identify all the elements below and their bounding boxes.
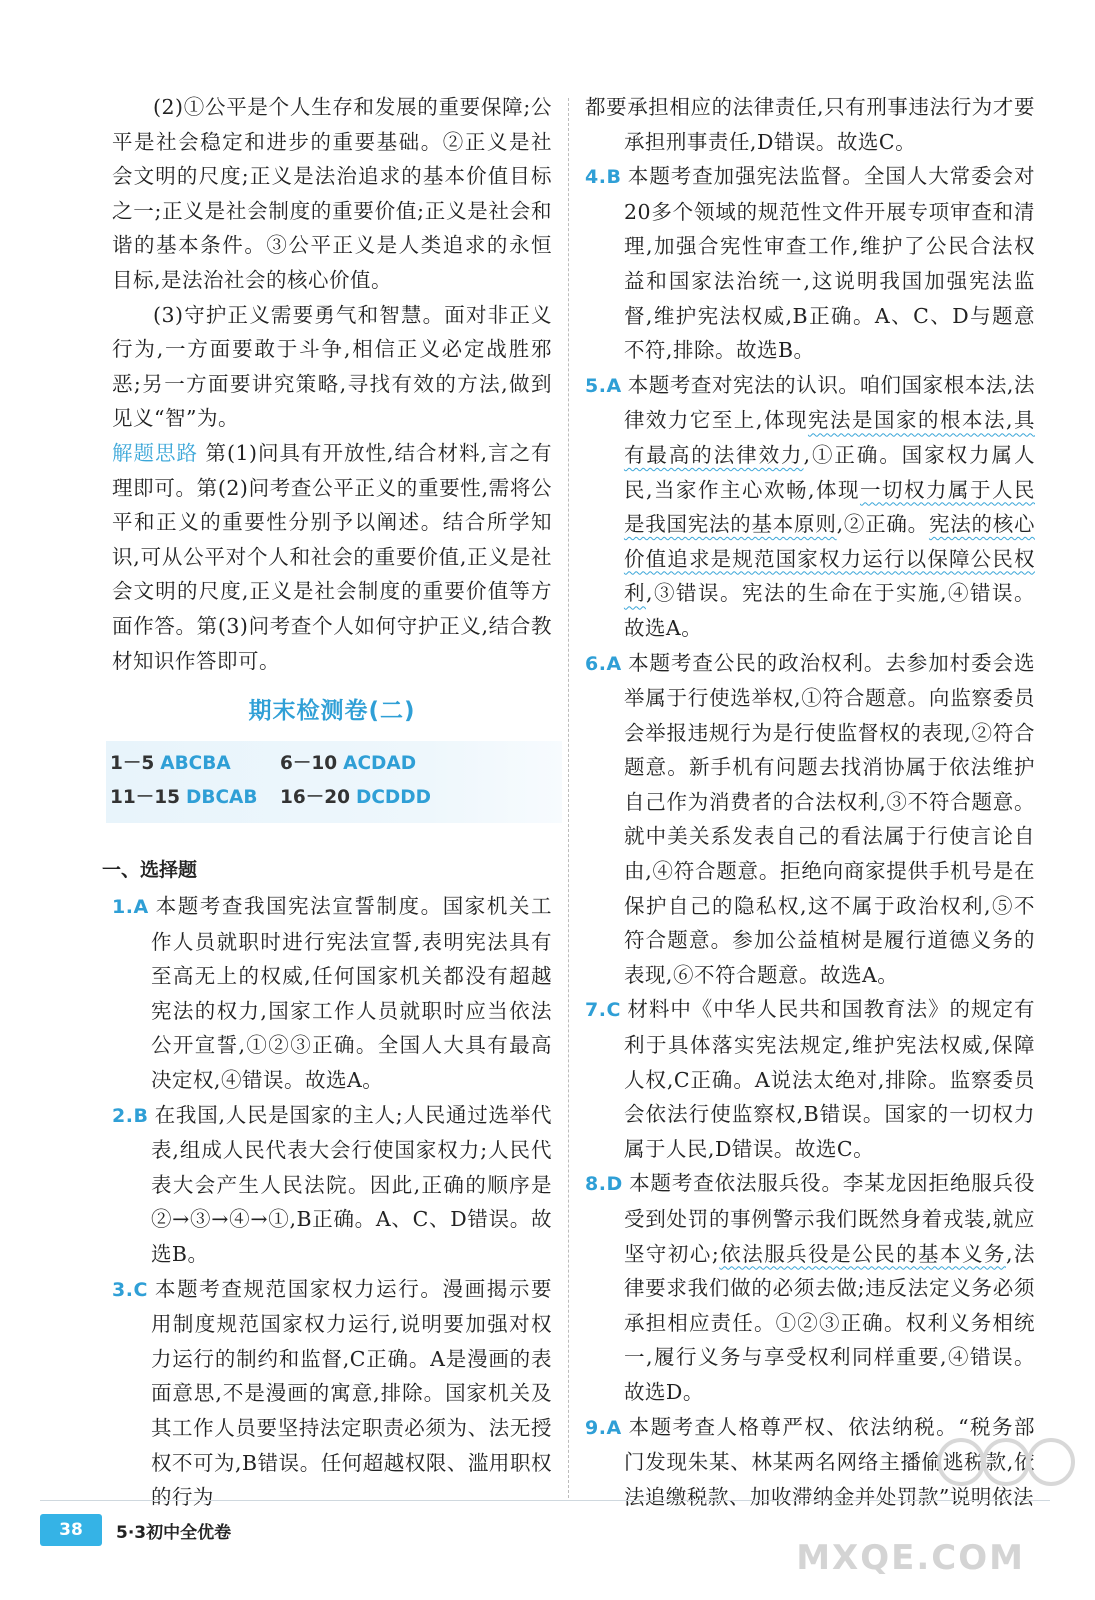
answer-paragraph-2: (2)①公平是个人生存和发展的重要保障;公平是社会稳定和进步的重要基础。②正义是社会文明的尺度;正义是法治追求的基本价值目标之一;正义是社会制度的重要价值;正义是社会和谐的基本条件。③公平正义是人类追求的永恒目标,是法治社会的核心价值。 [112, 95, 552, 292]
question-8 [585, 1166, 1035, 1409]
key-point-underline: 宪法是国家的根本法,具有最高的法律效力 [623, 408, 1035, 467]
key-point-underline: 一切权力属于人民是我国宪法的基本原则 [623, 477, 1035, 537]
exam-title: 期末检测卷(二) [248, 698, 416, 725]
question-number: 5.A [585, 374, 622, 397]
question-4 [585, 159, 1035, 368]
answer-key-row [110, 781, 562, 815]
watermark: MXQE.COM [796, 1538, 1025, 1578]
question-number: 3.C [112, 1278, 148, 1301]
answer-key-row [110, 747, 562, 781]
question-explanation: 本题考查人格尊严权、依法纳税。“税务部门发现朱某、林某两名网络主播偷逃税款,依法追缴税款、加收滞纳金并处罚款”说明依法 [623, 1414, 1035, 1509]
watermark-logo-icon [931, 1436, 1081, 1488]
question-number: 6.A [585, 652, 622, 675]
question-6 [585, 646, 1035, 993]
answer-paragraph-3: (3)守护正义需要勇气和智慧。面对非正义行为,一方面要敢于斗争,相信正义必定战胜邪恶;另一方面要讲究策略,寻找有效的方法,做到见义“智”为。 [112, 302, 552, 431]
question-explanation: 材料中《中华人民共和国教育法》的规定有利于具体落实宪法规定,维护宪法权威,保障人权,C正确。A说法太绝对,排除。监察委员会依法行使监察权,B错误。国家的一切权力属于人民,D错误。故选C。 [623, 997, 1035, 1161]
solution-tip [112, 436, 552, 678]
question-number: 9.A [585, 1416, 622, 1439]
question-5 [585, 368, 1035, 646]
answer-letters: ABCBA [160, 753, 231, 775]
key-point-underline: 依法服兵役是公民的基本义务 [719, 1241, 1006, 1266]
question-explanation: ,①正确。国家权力属人民,当家作主心欢畅,体现 [623, 442, 1035, 502]
answer-range: 11－15 [110, 787, 180, 809]
question-explanation: 都要承担相应的法律责任,只有刑事违法行为才要承担刑事责任,D错误。故选C。 [585, 95, 1035, 154]
question-explanation: 在我国,人民是国家的主人;人民通过选举代表,组成人民代表大会行使国家权力;人民代表大会产生人民法院。因此,正确的顺序是②→③→④→①,B正确。A、C、D错误。故选B。 [150, 1102, 552, 1267]
section-heading: 一、选择题 [102, 859, 198, 882]
left-column [102, 90, 552, 1515]
question-explanation: 本题考查对宪法的认识。咱们国家根本法,法律效力它至上,体现 [623, 372, 1035, 433]
footer-rule [40, 1500, 1050, 1501]
solution-tip-text: 第(1)问具有开放性,结合材料,言之有理即可。第(2)问考查公平正义的重要性,需将公平和正义的重要性分别予以阐述。结合所学知识,可从公平对个人和社会的重要价值,正义是社会文明的尺度,正义是社会制度的重要价值等方面作答。第(3)问考查个人如何守护正义,结合教材知识作答即可。 [112, 440, 552, 673]
question-explanation: 本题考查加强宪法监督。全国人大常委会对20多个领域的规范性文件开展专项审查和清理,加强合宪性审查工作,维护了公民合法权益和国家法治统一,这说明我国加强宪法监督,维护宪法权威,B正确。A、C、D与题意不符,排除。故选B。 [623, 164, 1035, 363]
solution-tip-label: 解题思路 [112, 440, 198, 465]
question-explanation: 本题考查我国宪法宣誓制度。国家机关工作人员就职时进行宪法宣誓,表明宪法具有至高无上的权威,任何国家机关都没有超越宪法的权力,国家工作人员就职时应当依法公开宣誓,①②③正确。全国人大具有最高决定权,④错误。故选A。 [150, 894, 552, 1093]
answer-range: 16－20 [280, 787, 350, 809]
question-number: 2.B [112, 1104, 149, 1127]
column-divider [568, 98, 569, 1498]
question-explanation: 本题考查依法服兵役。李某龙因拒绝服兵役受到处罚的事例警示我们既然身着戎装,就应坚守初心; [623, 1171, 1035, 1266]
answer-key-cell [280, 747, 450, 781]
question-number: 7.C [585, 999, 621, 1022]
question-number: 4.B [585, 166, 622, 189]
page-footer [40, 1514, 231, 1546]
key-point-underline: 宪法的核心价值追求是规范国家权力运行以保障公民权利 [623, 512, 1035, 606]
question-3-continued [585, 90, 1035, 159]
question-explanation: 本题考查规范国家权力运行。漫画揭示要用制度规范国家权力运行,说明要加强对权力运行的制约和监督,C正确。A是漫画的表面意思,不是漫画的寓意,排除。国家机关及其工作人员要坚持法定职责必须为、法无授权不可为,B错误。任何超越权限、滥用职权的行为 [150, 1276, 552, 1510]
question-7 [585, 992, 1035, 1166]
question-1 [112, 889, 552, 1098]
answer-range: 1－5 [110, 753, 155, 775]
answer-key-cell [110, 747, 280, 781]
question-2 [112, 1098, 552, 1272]
answer-letters: DCDDD [356, 787, 432, 809]
answer-key-box [106, 741, 562, 823]
question-explanation: ,③错误。宪法的生命在于实施,④错误。故选A。 [623, 581, 1035, 640]
answer-letters: DBCAB [186, 787, 258, 809]
right-column [585, 90, 1035, 1514]
question-explanation: 本题考查公民的政治权利。去参加村委会选举属于行使选举权,①符合题意。向监察委员会举报违规行为是行使监督权的表现,②符合题意。新手机有问题去找消协属于依法维护自己作为消费者的合法权利,③不符合题意。就中美关系发表自己的看法属于行使言论自由,④符合题意。拒绝向商家提供手机号是在保护自己的隐私权,这不属于政治权利,⑤不符合题意。参加公益植树是履行道德义务的表现,⑥不符合题意。故选A。 [623, 650, 1035, 987]
page-number: 38 [40, 1514, 102, 1546]
book-title: 5·3初中全优卷 [116, 1522, 232, 1543]
question-3 [112, 1272, 552, 1515]
answer-key-cell [110, 781, 280, 815]
answer-letters: ACDAD [343, 753, 417, 775]
question-number: 8.D [585, 1173, 623, 1196]
answer-range: 6－10 [280, 753, 338, 775]
question-number: 1.A [112, 896, 149, 919]
question-explanation: ,②正确。 [836, 512, 929, 537]
question-explanation: ,法律要求我们做的必须去做;违反法定义务必须承担相应责任。①②③正确。权利义务相统一,履行义务与享受权利同样重要,④错误。故选D。 [623, 1241, 1035, 1404]
answer-key-cell [280, 781, 450, 815]
